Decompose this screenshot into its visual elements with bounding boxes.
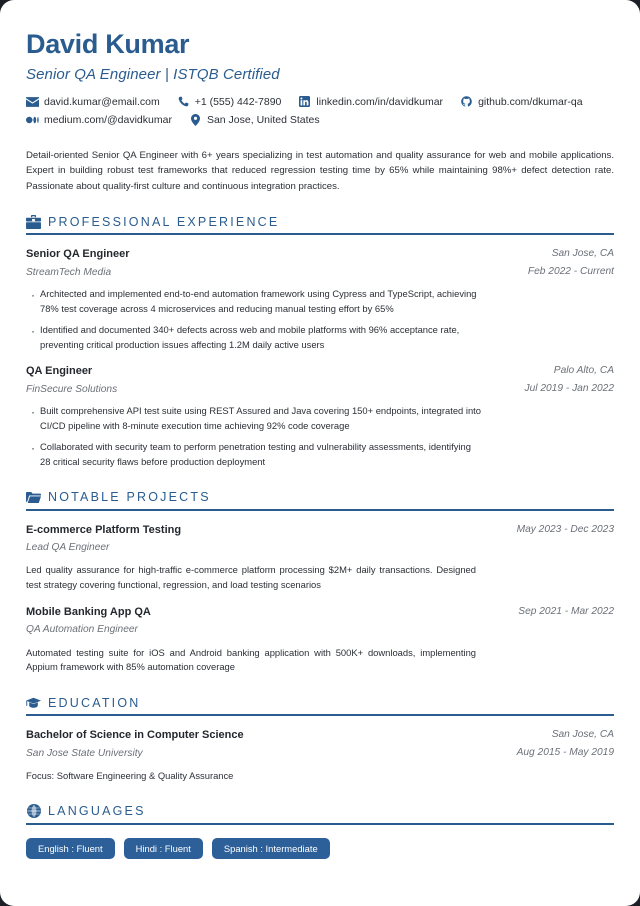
school-location: San Jose, CA	[551, 729, 614, 741]
graduation-cap-icon	[26, 695, 41, 710]
section-rule-projects	[26, 509, 614, 511]
project-description: Automated testing suite for iOS and Android banking application with 500K+ downloads, implementing Appium framework with 85% automation coverage	[26, 646, 476, 673]
job-bullet: · Architected and implemented end-to-end automation framework using Cypress and TypeScript, achieving 78% test coverage across 4 microservices and reducing manual testing effort by 65%	[26, 287, 481, 317]
job-location: Palo Alto, CA	[553, 365, 614, 377]
contact-github-text: github.com/dkumar-qa	[478, 95, 583, 108]
project-description: Led quality assurance for high-traffic e-commerce platform processing $2M+ daily transactions. Designed test strategy covering functional, regression, and load testing scenarios	[26, 564, 476, 591]
section-header-experience	[26, 214, 614, 229]
section-professional-experience	[26, 214, 614, 469]
section-rule-experience	[26, 233, 614, 235]
contact-info	[26, 96, 614, 126]
language-pill: Hindi : Fluent	[124, 838, 203, 859]
professional-summary: Detail-oriented Senior QA Engineer with 6+ years specializing in test automation and quality assurance for web and mobile applications. Expert in building robust test frameworks that reduced regression testing time by 65% while maintaining 98%+ defect detection rate. Passionate about quality-first culture and continuous integration practices.	[26, 149, 614, 192]
medium-icon	[26, 114, 39, 126]
job-location: San Jose, CA	[551, 248, 614, 260]
job-bullets	[26, 287, 614, 352]
section-header-education	[26, 695, 614, 710]
contact-phone-text: +1 (555) 442-7890	[194, 95, 282, 108]
school-dates: Aug 2015 - May 2019	[516, 747, 614, 759]
project-role: Lead QA Engineer	[26, 541, 110, 553]
section-title-projects: NOTABLE PROJECTS	[48, 490, 211, 504]
contact-phone[interactable]	[177, 96, 282, 108]
job-bullet: · Built comprehensive API test suite using REST Assured and Java covering 150+ endpoints, integrated into CI/CD pipeline with 8-minute execution time achieving 92% code coverage	[26, 404, 481, 434]
job-bullet: · Identified and documented 340+ defects across web and mobile platforms with 96% acceptance rate, preventing critical production issues affecting 1.2M daily active users	[26, 323, 481, 353]
section-title-experience: PROFESSIONAL EXPERIENCE	[48, 214, 280, 229]
contact-medium-text: medium.com/@davidkumar	[44, 113, 172, 126]
contact-location-text: San Jose, United States	[206, 113, 320, 126]
job-title: Senior QA Engineer	[26, 248, 130, 261]
language-pill: English : Fluent	[26, 838, 115, 859]
section-rule-education	[26, 714, 614, 716]
job-dates: Feb 2022 - Current	[527, 266, 614, 278]
language-list	[26, 838, 614, 859]
contact-github[interactable]	[460, 96, 582, 108]
company-name: StreamTech Media	[26, 266, 112, 278]
resume-header	[26, 30, 614, 126]
contact-linkedin[interactable]	[298, 96, 443, 108]
school-name: San Jose State University	[26, 747, 143, 759]
project-dates: May 2023 - Dec 2023	[516, 523, 614, 535]
contact-location	[189, 114, 320, 126]
section-rule-languages	[26, 823, 614, 825]
education-entry-1	[26, 728, 614, 784]
section-notable-projects	[26, 490, 614, 676]
project-role: QA Automation Engineer	[26, 624, 138, 636]
linkedin-icon	[298, 96, 311, 108]
language-pill: Spanish : Intermediate	[212, 838, 330, 859]
contact-row-2	[26, 114, 614, 126]
job-bullets	[26, 404, 614, 469]
section-title-education: EDUCATION	[48, 695, 141, 710]
contact-email[interactable]	[26, 96, 160, 108]
github-icon	[460, 96, 473, 108]
company-name: FinSecure Solutions	[26, 383, 118, 395]
candidate-headline: Senior QA Engineer | ISTQB Certified	[26, 65, 280, 83]
job-bullet: · Collaborated with security team to perform penetration testing and vulnerability assessments, identifying 28 critical security flaws before production deployment	[26, 440, 481, 470]
section-education	[26, 695, 614, 784]
project-entry-2	[26, 605, 614, 675]
contact-medium[interactable]	[26, 114, 172, 126]
job-dates: Jul 2019 - Jan 2022	[524, 383, 614, 395]
experience-entry-1	[26, 247, 614, 352]
job-title: QA Engineer	[26, 365, 93, 378]
section-title-languages: LANGUAGES	[48, 804, 146, 819]
briefcase-icon	[26, 214, 41, 229]
project-entry-1	[26, 523, 614, 593]
globe-icon	[26, 804, 41, 819]
candidate-name: David Kumar	[26, 29, 190, 59]
email-icon	[26, 96, 39, 108]
folder-icon	[26, 490, 41, 505]
education-note: Focus: Software Engineering & Quality Assurance	[26, 769, 234, 781]
section-header-projects	[26, 490, 614, 505]
section-header-languages	[26, 804, 614, 819]
section-languages	[26, 804, 614, 859]
experience-entry-2	[26, 364, 614, 469]
location-pin-icon	[189, 114, 202, 126]
contact-linkedin-text: linkedin.com/in/davidkumar	[316, 95, 444, 108]
contact-email-text: david.kumar@email.com	[44, 95, 160, 108]
phone-icon	[177, 96, 190, 108]
degree-title: Bachelor of Science in Computer Science	[26, 729, 244, 742]
project-title: Mobile Banking App QA	[26, 605, 151, 618]
project-dates: Sep 2021 - Mar 2022	[518, 605, 614, 617]
contact-row-1	[26, 96, 614, 108]
project-title: E-commerce Platform Testing	[26, 523, 182, 536]
